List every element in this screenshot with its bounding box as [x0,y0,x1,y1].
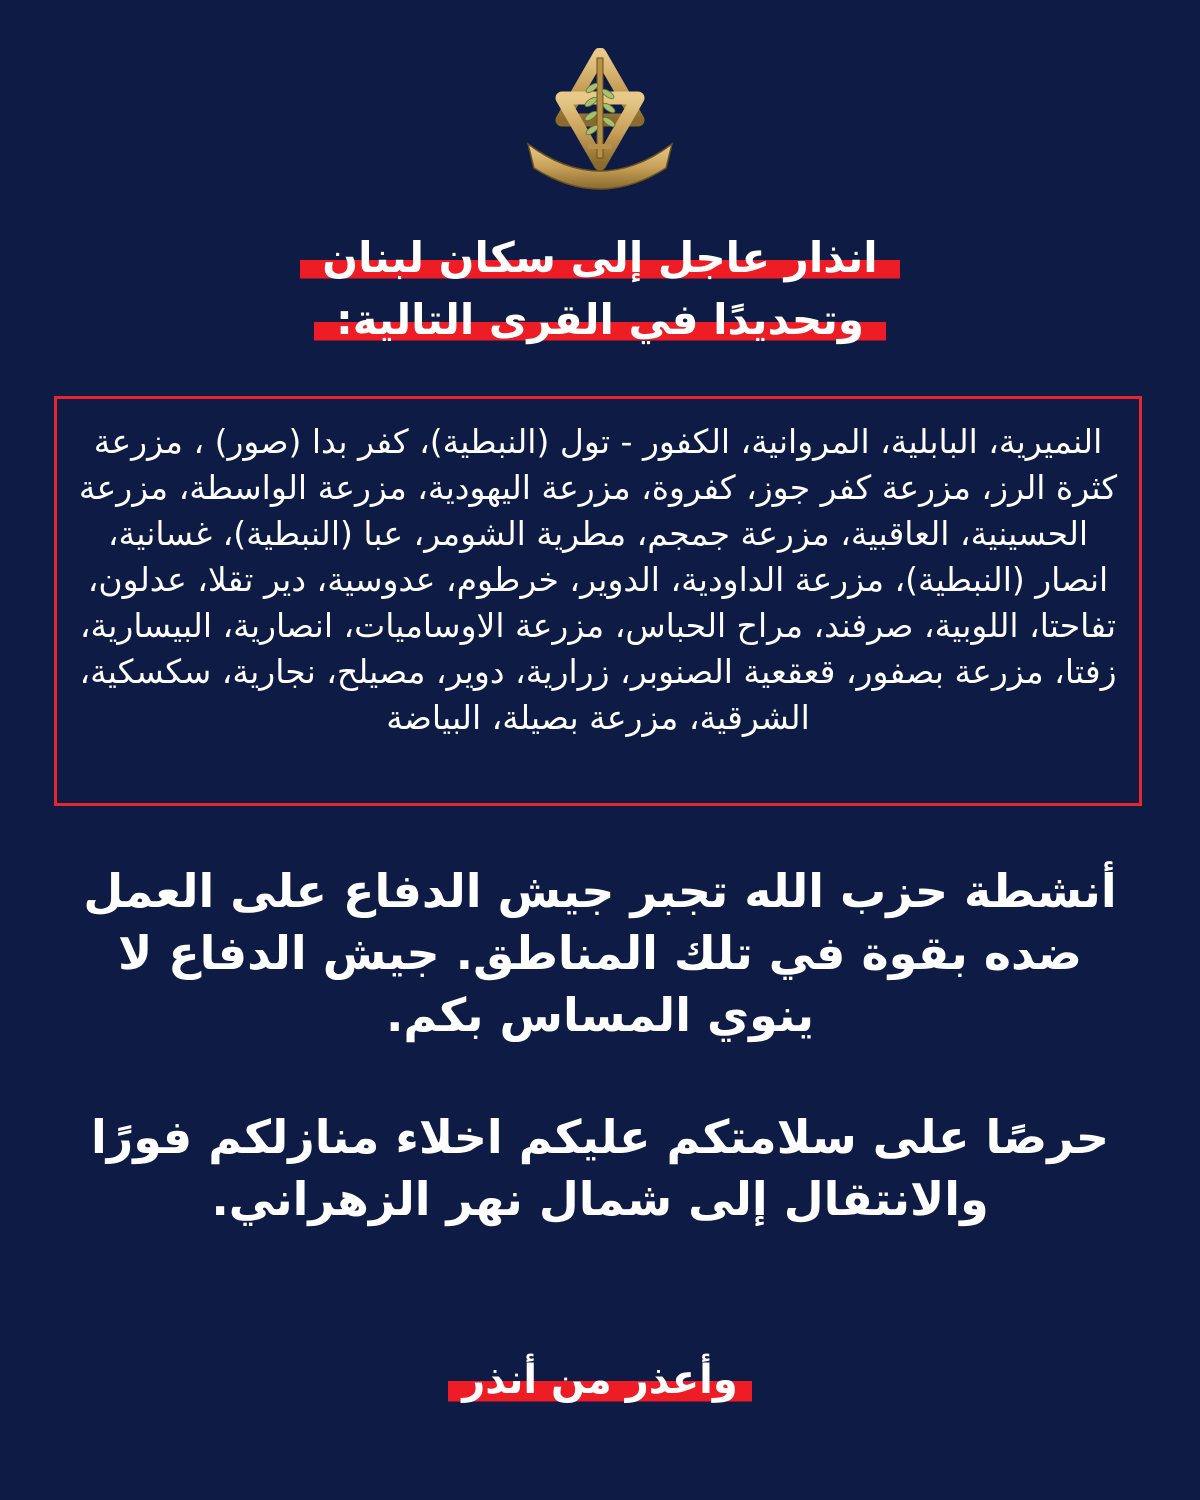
notice-paragraph-evacuate: حرصًا على سلامتكم عليكم اخلاء منازلكم فورًا والانتقال إلى شمال نهر الزهراني. [90,1110,1110,1226]
notice-paragraph-hezbollah: أنشطة حزب الله تجبر جيش الدفاع على العمل ضده بقوة في تلك المناطق. جيش الدفاع لا ينوي المساس بكم. [83,864,1117,1042]
headline-line-1-text: انذار عاجل إلى سكان لبنان [300,231,899,285]
alert-headline-line-2 [0,290,1200,350]
idf-emblem-icon [520,48,680,198]
signoff-text: وأعذر من أنذر [448,1352,752,1408]
villages-list-text: النميرية، البابلية، المروانية، الكفور - تول (النبطية)، كفر بدا (صور) ، مزرعة كثرة الرز، مزرعة كفر جوز، كفروة، مزرعة اليهودية، مزرعة الواسطة، مزرعة الحسينية، العاقبية، مزرعة جمجم، مطرية الشومر، عبا (النبطية)، غسانية، انصار (النبطية)، مزرعة الداودية، الدوير، خرطوم، عدوسية، دير تقلا، عدلون، تفاحتا، اللوبية، صرفند، مراح الحباس، مزرعة الاوساميات، انصارية، البيسارية، زفتا، مزرعة بصفور، قعقعية الصنوبر، زرارية، دوير، مصيلح، نجارية، سكسكية، الشرقية، مزرعة بصيلة، البياضة [78,422,1118,737]
villages-list-box [54,396,1142,806]
alert-headline-line-1 [0,228,1200,288]
headline-line-2-text: وتحديدًا في القرى التالية: [314,293,886,347]
signoff [0,1352,1200,1408]
